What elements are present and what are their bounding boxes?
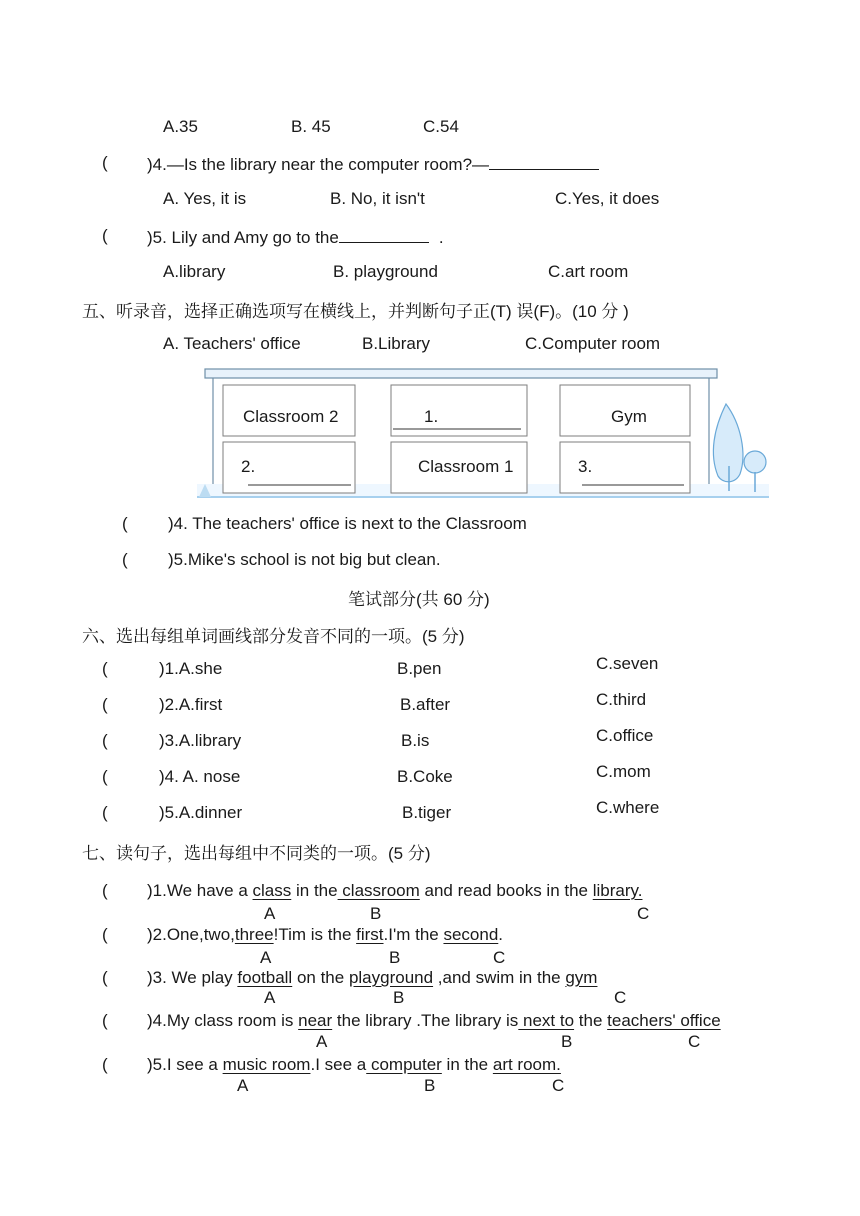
s7-q2-underline-c: second [443, 925, 499, 944]
s7-q5-t3: in the [441, 1055, 493, 1074]
s7-q4-sentence [147, 1011, 721, 1031]
q3-option-a: A.35 [163, 117, 198, 136]
s7-q4-underline-c: teachers' office [607, 1011, 721, 1030]
s6-paren: ( [102, 695, 108, 714]
s6-q2-c: C.third [596, 690, 647, 709]
q4-text: )4.—Is the library near the computer room?— [147, 155, 490, 174]
s7-q5-underline-c: art room. [492, 1055, 561, 1074]
s7-q1-underline-c: library. [592, 881, 643, 900]
q4-question [147, 153, 599, 175]
room-label-gym: Gym [611, 407, 647, 426]
s7-q4-letter-b: B [561, 1032, 573, 1051]
s7-q4-underline-a: near [298, 1011, 333, 1030]
room-label-1: 1. [424, 407, 439, 426]
s6-q5-a: )5.A.dinner [159, 803, 243, 822]
s7-q1-paren: ( [102, 881, 108, 900]
s6-q5-b: B.tiger [402, 803, 452, 822]
s7-q5-paren: ( [102, 1055, 108, 1074]
s7-q4-t3: the [574, 1011, 608, 1030]
s7-q2-t4: . [498, 925, 504, 944]
q5-blank[interactable] [339, 226, 429, 243]
s7-q4-underline-b: next to [518, 1011, 575, 1030]
s6-paren: ( [102, 803, 108, 822]
building-roof [205, 369, 717, 378]
s7-q5-t2: .I see a [310, 1055, 367, 1074]
q3-option-b: B. 45 [291, 117, 331, 136]
q4-blank[interactable] [489, 153, 599, 170]
s7-q1-underline-a: class [252, 881, 292, 900]
s7-q2-paren: ( [102, 925, 108, 944]
s7-q1-letter-c: C [637, 904, 650, 923]
q5-paren: ( [102, 226, 108, 245]
s7-q2-sentence [147, 925, 503, 945]
s7-q2-letter-c: C [493, 948, 506, 967]
q4-option-b: B. No, it isn't [330, 189, 425, 208]
s7-q2-t2: !Tim is the [273, 925, 357, 944]
s6-paren: ( [102, 767, 108, 786]
s5-q4-text: )4. The teachers' office is next to the Classroom [168, 514, 527, 533]
s7-q2-underline-a: three [234, 925, 274, 944]
s7-q4-t1: )4.My class room is [147, 1011, 299, 1030]
s7-q1-letter-a: A [264, 904, 276, 923]
s5-option-b: B.Library [362, 334, 431, 353]
s7-q5-underline-a: music room [222, 1055, 311, 1074]
q5-end: . [438, 228, 444, 247]
tree-icon [713, 404, 743, 482]
s7-q5-sentence [147, 1055, 561, 1075]
s7-q1-t2: in the [291, 881, 338, 900]
s7-q5-underline-b: computer [366, 1055, 442, 1074]
s6-q4-a: )4. A. nose [159, 767, 241, 786]
q5-question [147, 226, 444, 248]
q4-option-a: A. Yes, it is [163, 189, 247, 208]
room-label-3: 3. [578, 457, 593, 476]
bush-icon [744, 451, 766, 473]
s6-q2-a: )2.A.first [159, 695, 223, 714]
room-label-classroom-1: Classroom 1 [418, 457, 514, 476]
q5-text: )5. Lily and Amy go to the [147, 228, 339, 247]
s7-q1-t1: )1.We have a [147, 881, 253, 900]
s6-q4-c: C.mom [596, 762, 651, 781]
s6-q5-c: C.where [596, 798, 660, 817]
q5-option-a: A.library [163, 262, 226, 281]
s6-paren: ( [102, 659, 108, 678]
s7-q1-underline-b: classroom [337, 881, 420, 900]
s6-q1-c: C.seven [596, 654, 659, 673]
s7-q4-t2: the library .The library is [332, 1011, 519, 1030]
room-label-2: 2. [241, 457, 256, 476]
section7-title: 七、读句子，选出每组中不同类的一项。(5 分) [82, 844, 431, 863]
school-building-diagram [197, 366, 769, 500]
s5-q5-text: )5.Mike's school is not big but clean. [168, 550, 441, 569]
q5-option-c: C.art room [548, 262, 629, 281]
s7-q5-letter-a: A [237, 1076, 249, 1095]
s7-q3-underline-c: gym [565, 968, 598, 987]
s7-q4-paren: ( [102, 1011, 108, 1030]
s7-q1-sentence [147, 881, 642, 901]
s7-q3-sentence [147, 968, 597, 988]
s7-q3-t2: on the [292, 968, 349, 987]
s7-q1-t3: and read books in the [419, 881, 593, 900]
s5-q4-paren: ( [122, 514, 128, 533]
s7-q3-paren: ( [102, 968, 108, 987]
s7-q2-letter-a: A [260, 948, 272, 967]
s6-q1-a: )1.A.she [159, 659, 223, 678]
s7-q2-underline-b: first [356, 925, 384, 944]
s7-q3-t1: )3. We play [147, 968, 238, 987]
s6-q3-b: B.is [401, 731, 430, 750]
s7-q5-letter-b: B [424, 1076, 436, 1095]
s7-q1-letter-b: B [370, 904, 382, 923]
s6-q4-b: B.Coke [397, 767, 453, 786]
s7-q3-letter-c: C [614, 988, 627, 1007]
s6-paren: ( [102, 731, 108, 750]
q4-option-c: C.Yes, it does [555, 189, 660, 208]
s7-q2-t3: .I'm the [383, 925, 444, 944]
s7-q5-t1: )5.I see a [147, 1055, 223, 1074]
s6-q3-c: C.office [596, 726, 654, 745]
s6-q2-b: B.after [400, 695, 451, 714]
s7-q2-t1: )2.One,two, [147, 925, 235, 944]
s7-q4-letter-a: A [316, 1032, 328, 1051]
section6-title: 六、选出每组单词画线部分发音不同的一项。(5 分) [82, 627, 465, 646]
s7-q3-t3: ,and swim in the [433, 968, 566, 987]
s6-q3-a: )3.A.library [159, 731, 242, 750]
q5-option-b: B. playground [333, 262, 438, 281]
s7-q3-underline-b: playground [348, 968, 434, 987]
room-label-classroom-2: Classroom 2 [243, 407, 339, 426]
s5-q5-paren: ( [122, 550, 128, 569]
room-1 [391, 385, 527, 436]
s7-q4-letter-c: C [688, 1032, 701, 1051]
s7-q3-letter-a: A [264, 988, 276, 1007]
s7-q5-letter-c: C [552, 1076, 565, 1095]
s6-q1-b: B.pen [397, 659, 442, 678]
s7-q2-letter-b: B [389, 948, 401, 967]
s7-q3-underline-a: football [237, 968, 293, 987]
q4-paren: ( [102, 153, 108, 172]
s7-q3-letter-b: B [393, 988, 405, 1007]
s5-option-a: A. Teachers' office [163, 334, 301, 353]
written-part-header: 笔试部分(共 60 分) [348, 590, 490, 609]
s5-option-c: C.Computer room [525, 334, 661, 353]
section5-title: 五、听录音，选择正确选项写在横线上，并判断句子正(T) 误(F)。(10 分 ) [82, 302, 629, 321]
q3-option-c: C.54 [423, 117, 459, 136]
